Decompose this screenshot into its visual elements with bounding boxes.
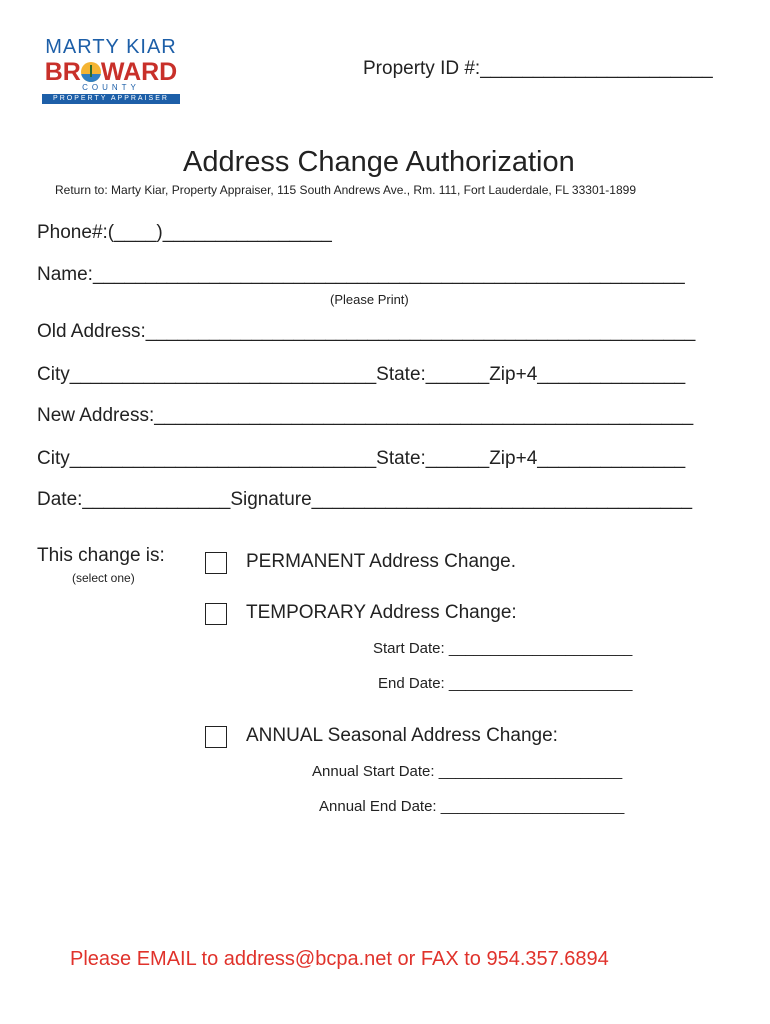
sun-palm-icon — [81, 62, 101, 82]
annual-checkbox[interactable] — [205, 726, 227, 748]
return-address: Return to: Marty Kiar, Property Appraiser, 115 South Andrews Ave., Rm. 111, Fort Lauderdale, FL 33301-1899 — [55, 183, 636, 197]
date-signature-field[interactable]: Date:______________Signature____________________________________ — [37, 489, 693, 510]
temporary-end-date-field[interactable]: End Date: ______________________ — [378, 675, 633, 692]
phone-field[interactable]: Phone#:(____)________________ — [37, 222, 332, 243]
annual-start-date-field[interactable]: Annual Start Date: ______________________ — [312, 763, 623, 780]
permanent-checkbox[interactable] — [205, 552, 227, 574]
broward-property-appraiser-logo — [40, 36, 182, 106]
logo-text-ward: WARD — [100, 58, 178, 86]
temporary-option-label: TEMPORARY Address Change: — [246, 602, 517, 623]
please-print-note: (Please Print) — [330, 292, 409, 307]
name-field[interactable]: Name:________________________________________________________ — [37, 264, 685, 285]
annual-end-date-field[interactable]: Annual End Date: ______________________ — [319, 798, 625, 815]
old-city-state-zip-field[interactable]: City_____________________________State:______Zip+4______________ — [37, 364, 686, 385]
new-city-state-zip-field[interactable]: City_____________________________State:______Zip+4______________ — [37, 448, 686, 469]
logo-banner: PROPERTY APPRAISER — [42, 94, 180, 104]
change-type-label: This change is: — [37, 545, 165, 566]
submission-instructions: Please EMAIL to address@bcpa.net or FAX to 954.357.6894 — [70, 948, 609, 970]
property-id-field[interactable]: Property ID #:______________________ — [363, 58, 713, 79]
logo-text-br: BR — [44, 58, 81, 86]
temporary-checkbox[interactable] — [205, 603, 227, 625]
page-title: Address Change Authorization — [183, 146, 575, 178]
logo-name: MARTY KIAR — [45, 36, 177, 58]
logo-county: COUNTY — [82, 83, 140, 92]
old-address-field[interactable]: Old Address:____________________________________________________ — [37, 321, 696, 342]
temporary-start-date-field[interactable]: Start Date: ______________________ — [373, 640, 633, 657]
new-address-field[interactable]: New Address:___________________________________________________ — [37, 405, 694, 426]
permanent-option-label: PERMANENT Address Change. — [246, 551, 516, 572]
select-one-note: (select one) — [72, 571, 135, 585]
annual-option-label: ANNUAL Seasonal Address Change: — [246, 725, 558, 746]
